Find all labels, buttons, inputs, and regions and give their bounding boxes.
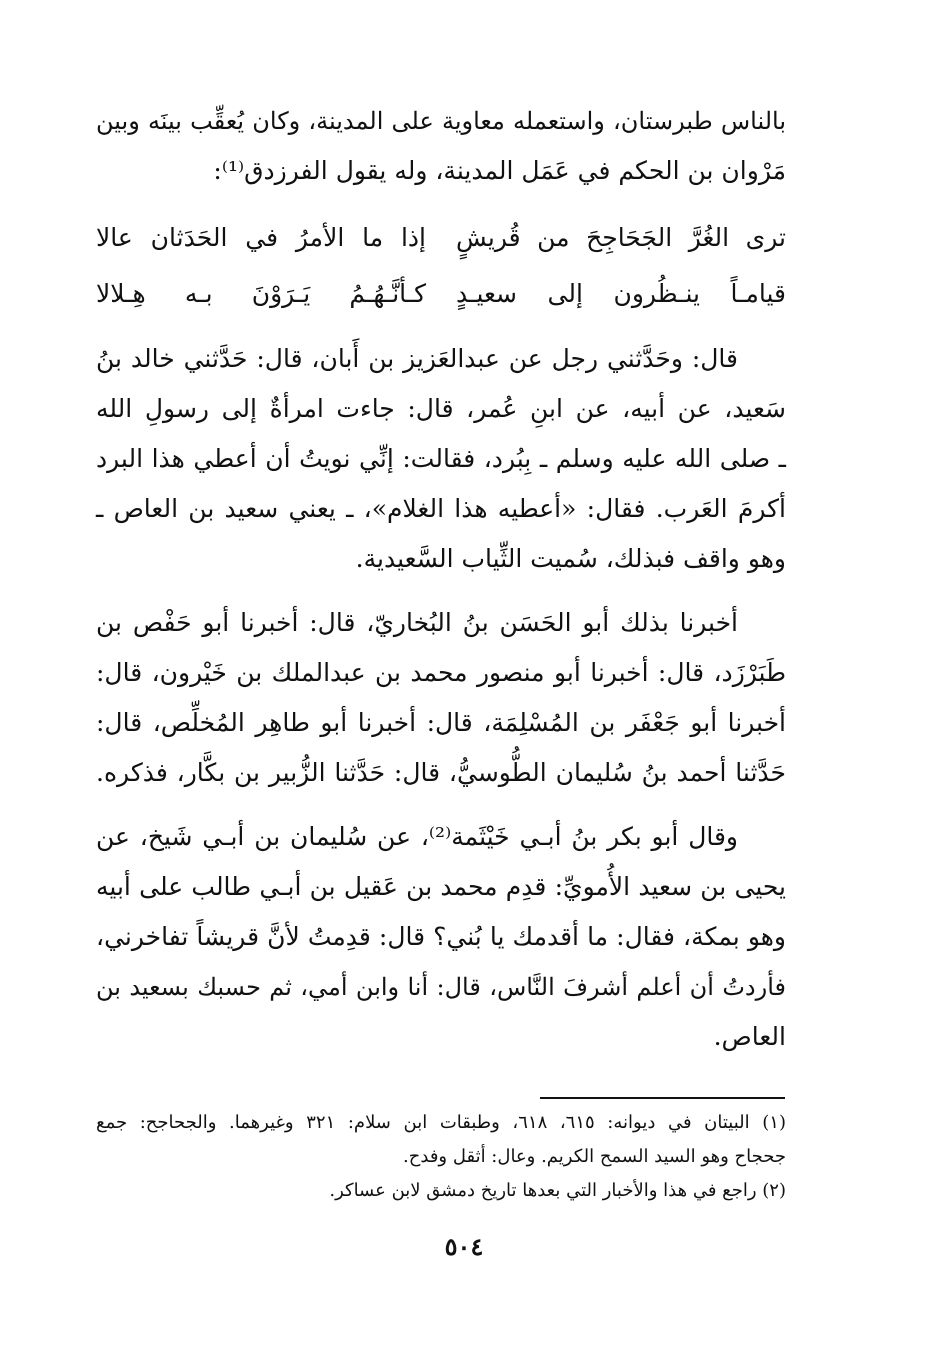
paragraph-4 xyxy=(96,812,786,1062)
text-line: قال: وحَدَّثني رجل عن عبدالعَزيز بن أَبان، قال: حَدَّثني خالد بنُ xyxy=(96,344,738,373)
poem-hemistich-second: كـأنَّـهُـمُ يَـرَوْنَ بـه هِـلالا xyxy=(96,279,426,308)
text-line: أخبرنا بذلك أبو الحَسَن بنُ البُخاريّ، قال: أخبرنا أبو حَفْص بن xyxy=(96,608,738,637)
footnote-line: (١) البيتان في ديوانه: ٦١٥، ٦١٨، وطبقات ابن سلام: ٣٢١ وغيرهما. والجحاجح: جمع xyxy=(96,1112,786,1133)
poem-hemistich-first: ترى الغُرَّ الجَحَاجِحَ من قُريشٍ xyxy=(456,223,786,252)
footnotes xyxy=(96,1106,786,1208)
poem-hemistich-first: قيامـاً ينـظُرون إلى سعيـدٍ xyxy=(456,279,786,308)
text-line: وهو بمكة، فقال: ما أقدمك يا بُني؟ قال: قدِمتُ لأنَّ قريشاً تفاخرني، xyxy=(96,922,786,951)
text-line: ـ صلى الله عليه وسلم ـ بِبُرد، فقالت: إنِّي نويتُ أن أعطي هذا البرد xyxy=(96,444,786,473)
text-line: حَدَّثنا أحمد بنُ سُليمان الطُّوسيُّ، قال: حَدَّثنا الزُّبير بن بكَّار، فذكره. xyxy=(96,758,786,787)
footnote-line: جحجاح وهو السيد السمح الكريم. وعال: أثقل وفدح. xyxy=(403,1146,786,1167)
text-line: طَبَرْزَد، قال: أخبرنا أبو منصور محمد بن عبدالملك بن خَيْرون، قال: xyxy=(96,658,786,687)
text-line: بالناس طبرستان، واستعمله معاوية على المدينة، وكان يُعقِّب بينَه وبين xyxy=(96,107,786,135)
poem-verse xyxy=(96,266,786,322)
page-body xyxy=(96,96,786,1076)
paragraph-1 xyxy=(96,96,786,196)
text-line: أخبرنا أبو جَعْفَر بن المُسْلِمَة، قال: أخبرنا أبو طاهِر المُخلِّص، قال: xyxy=(96,708,786,737)
text-line: سَعيد، عن أبيه، عن ابنِ عُمر، قال: جاءت امرأةٌ إلى رسولِ الله xyxy=(96,394,786,423)
text-line: وهو واقف فبذلك، سُميت الثِّياب السَّعيدية. xyxy=(355,544,786,573)
footnote-separator xyxy=(540,1097,785,1099)
text-line: فأردتُ أن أعلم أشرفَ النَّاس، قال: أنا وابن أمي، ثم حسبك بسعيد بن xyxy=(96,973,786,1001)
poem-verse xyxy=(96,210,786,266)
poem-hemistich-second: إذا ما الأمرُ في الحَدَثان عالا xyxy=(96,223,426,252)
text-line: وقال أبو بكر بنُ أبـي خَيْثَمة⁽²⁾، عن سُليمان بن أبـي شَيخ، عن xyxy=(96,822,739,851)
text-line: العاص. xyxy=(713,1022,786,1051)
text-line: مَرْوان بن الحكم في عَمَل المدينة، وله يقول الفرزدق⁽¹⁾: xyxy=(213,156,786,185)
text-line: يحيى بن سعيد الأُمويِّ: قدِم محمد بن عَقيل بن أبـي طالب على أبيه xyxy=(96,872,786,901)
paragraph-2 xyxy=(96,334,786,584)
text-line: أكرمَ العَرب. فقال: «أعطيه هذا الغلام»، ـ يعني سعيد بن العاص ـ xyxy=(96,494,786,523)
paragraph-3 xyxy=(96,598,786,798)
poem xyxy=(96,210,786,322)
page-number: ٥٠٤ xyxy=(444,1232,484,1261)
footnote-line: (٢) راجع في هذا والأخبار التي بعدها تاريخ دمشق لابن عساكر. xyxy=(329,1180,786,1201)
